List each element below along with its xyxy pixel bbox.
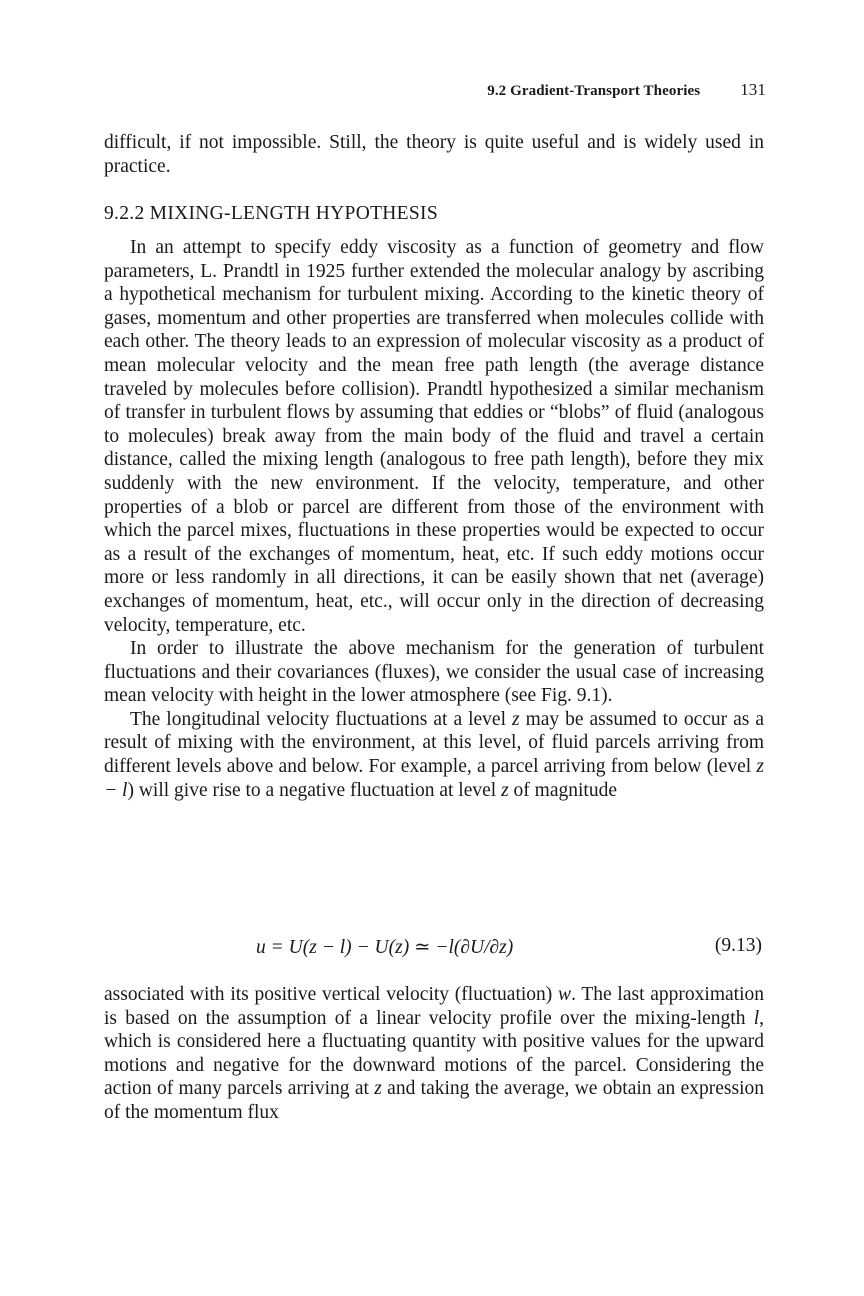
text-span: The longitudinal velocity fluctuations at a level <box>130 708 512 730</box>
body-text-upper <box>104 236 764 802</box>
running-head <box>0 80 766 100</box>
section-heading: 9.2.2 MIXING-LENGTH HYPOTHESIS <box>104 203 438 224</box>
text-span: and taking the average, we obtain an expression of the momentum flux <box>104 1078 764 1123</box>
math-symbol: l <box>753 1007 760 1029</box>
paragraph-after-equation <box>104 983 764 1125</box>
text-span: ) will give rise to a negative fluctuation at level <box>127 779 502 801</box>
math-expression: z − l <box>104 756 764 801</box>
body-text-lower <box>104 983 764 1125</box>
math-symbol: z <box>511 708 520 730</box>
text-span: may be assumed to occur as a result of mixing with the environment, at this level, of fluid parcels arriving from different levels above and below. For example, a parcel arriving from below (level <box>104 708 764 778</box>
paragraph-fluctuations <box>104 708 764 802</box>
math-symbol: w <box>558 984 572 1005</box>
text-span: . The last approximation is based on the assumption of a linear velocity profile over the mixing-length <box>104 984 764 1029</box>
text-span: associated with its positive vertical velocity (fluctuation) <box>104 984 559 1005</box>
math-symbol: z <box>501 779 509 801</box>
text-span: , which is considered here a fluctuating quantity with positive values for the upward motions and negative for the downward motions of the parcel. Considering the action of many parcels arriving at <box>104 1007 764 1100</box>
equation-expression: u = U(z − l) − U(z) ≃ −l(∂U/∂z) <box>256 937 514 958</box>
page-number: 131 <box>740 80 766 99</box>
continued-paragraph <box>104 131 764 178</box>
paragraph-illustration: In order to illustrate the above mechanism for the generation of turbulent fluctuations and their covariances (fluxes), we consider the usual case of increasing mean velocity with height in the lower atmosphere (see Fig. 9.1). <box>104 638 764 707</box>
section-title: 9.2 Gradient-Transport Theories <box>487 83 701 99</box>
text-span: of magnitude <box>508 779 617 801</box>
equation-number: (9.13) <box>714 935 762 956</box>
paragraph-mixing-length: In an attempt to specify eddy viscosity as a function of geometry and flow parameters, L. Prandtl in 1925 further extended the molecular analogy by ascribing a hypothetical mechanism for turbulent mixing. According to the kinetic theory of gases, momentum and other properties are transferred when molecules collide with each other. The theory leads to an expression of molecular viscosity as a product of mean molecular velocity and the mean free path length (the average distance traveled by molecules before collision). Prandtl hypothesized a similar mechanism of transfer in turbulent flows by assuming that eddies or “blobs” of fluid (analogous to molecules) break away from the main body of the fluid and travel a certain distance, called the mixing length (analogous to free path length), before they mix suddenly with the new environment. If the velocity, temperature, and other properties of a blob or parcel are different from those of the environment with which the parcel mixes, fluctuations in these properties would be expected to occur as a result of the exchanges of momentum, heat, etc. If such eddy motions occur more or less randomly in all directions, it can be easily shown that net (average) exchanges of momentum, heat, etc., will occur only in the direction of decreasing velocity, temperature, etc. <box>104 237 764 636</box>
paragraph-text: difficult, if not impossible. Still, the theory is quite useful and is widely used in practice. <box>104 132 764 177</box>
math-symbol: z <box>374 1078 382 1100</box>
